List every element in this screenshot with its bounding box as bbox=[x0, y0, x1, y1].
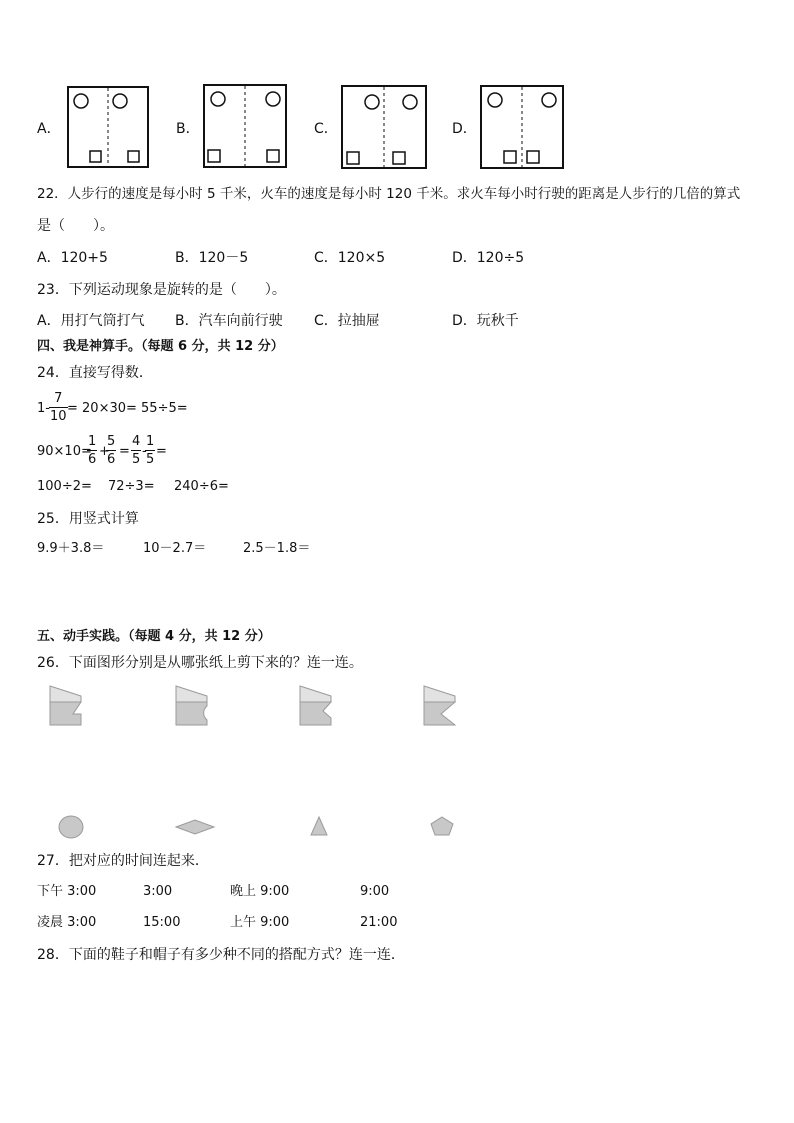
fraction-numerator: 4 bbox=[132, 434, 141, 449]
q24-equals-2: = bbox=[156, 444, 167, 459]
fraction-numerator: 1 bbox=[88, 434, 97, 449]
q24-row2-prefix: 90×10= bbox=[37, 444, 92, 459]
q26-title: 26．下面图形分别是从哪张纸上剪下来的？连一连。 bbox=[37, 655, 363, 671]
q27-row1-item-2: 3:00 bbox=[143, 884, 173, 899]
fraction-denominator: 5 bbox=[146, 452, 155, 467]
folded-paper-4 bbox=[423, 684, 457, 726]
q23-option-b[interactable]: B．汽车向前行驶 bbox=[175, 313, 283, 329]
q27-row2-item-3: 上午 9:00 bbox=[230, 915, 290, 930]
fraction-numerator: 5 bbox=[107, 434, 116, 449]
q24-fraction-1-5 bbox=[145, 435, 155, 466]
q25-title: 25．用竖式计算 bbox=[37, 511, 139, 527]
fraction-denominator: 5 bbox=[132, 452, 141, 467]
fraction-denominator: 6 bbox=[107, 452, 116, 467]
folded-paper-3 bbox=[299, 684, 333, 726]
triangle-shape bbox=[310, 816, 328, 836]
q22-option-d[interactable]: D．120÷5 bbox=[452, 250, 525, 266]
q21-figure-c bbox=[341, 85, 427, 169]
q25-item-2: 10－2.7＝ bbox=[143, 541, 207, 556]
q27-row1-item-1: 下午 3:00 bbox=[37, 884, 97, 899]
q21-option-c-label[interactable]: C． bbox=[314, 121, 338, 137]
circle-shape bbox=[58, 815, 84, 839]
pentagon-shape bbox=[430, 816, 454, 836]
q24-plus-sign: + bbox=[99, 444, 110, 459]
q23-option-d[interactable]: D．玩秋千 bbox=[452, 313, 519, 329]
fraction-denominator: 10 bbox=[50, 409, 67, 424]
q23-option-a[interactable]: A．用打气筒打气 bbox=[37, 313, 145, 329]
folded-paper-1 bbox=[49, 684, 83, 726]
q24-title: 24．直接写得数． bbox=[37, 365, 153, 381]
q21-option-a-label[interactable]: A． bbox=[37, 121, 61, 137]
folded-paper-2 bbox=[175, 684, 209, 726]
q24-fraction-7-10 bbox=[49, 392, 68, 423]
q22-option-b[interactable]: B．120－5 bbox=[175, 250, 249, 266]
q24-fraction-1-6 bbox=[87, 435, 97, 466]
q21-option-b-label[interactable]: B． bbox=[176, 121, 200, 137]
q27-row2-item-2: 15:00 bbox=[143, 915, 181, 930]
q24-row1-prefix: 1- bbox=[37, 401, 50, 416]
fraction-numerator: 1 bbox=[146, 434, 155, 449]
q27-title: 27．把对应的时间连起来． bbox=[37, 853, 209, 869]
q21-option-d-label[interactable]: D． bbox=[452, 121, 477, 137]
q23-option-c[interactable]: C．拉抽屉 bbox=[314, 313, 380, 329]
fraction-numerator: 7 bbox=[49, 392, 68, 408]
q25-item-1: 9.9＋3.8＝ bbox=[37, 541, 105, 556]
q24-row3-item-1: 100÷2= bbox=[37, 479, 92, 494]
q24-minus-sign: - bbox=[142, 444, 147, 459]
q27-row1-item-4: 9:00 bbox=[360, 884, 390, 899]
q27-row1-item-3: 晚上 9:00 bbox=[230, 884, 290, 899]
q21-figure-d bbox=[480, 85, 564, 169]
q22-question-line2: 是（ ）。 bbox=[37, 218, 114, 234]
q21-figure-b bbox=[203, 84, 287, 168]
q22-question-line1: 22．人步行的速度是每小时 5 千米，火车的速度是每小时 120 千米。求火车每小时行驶的距离是人步行的几倍的算式 bbox=[37, 186, 741, 202]
section5-title: 五、动手实践。（每题 4 分，共 12 分） bbox=[37, 629, 271, 644]
q23-question: 23．下列运动现象是旋转的是（ ）。 bbox=[37, 282, 286, 298]
q24-fraction-4-5 bbox=[131, 435, 141, 466]
q25-item-3: 2.5－1.8＝ bbox=[243, 541, 311, 556]
q24-row3-item-2: 72÷3= bbox=[108, 479, 155, 494]
q24-row3-item-3: 240÷6= bbox=[174, 479, 229, 494]
rhombus-shape bbox=[175, 819, 215, 835]
q27-row2-item-4: 21:00 bbox=[360, 915, 398, 930]
q21-figure-a bbox=[67, 86, 149, 168]
q24-row1-rest: = 20×30= 55÷5= bbox=[67, 401, 188, 416]
q22-option-c[interactable]: C．120×5 bbox=[314, 250, 386, 266]
q27-row2-item-1: 凌晨 3:00 bbox=[37, 915, 97, 930]
q24-fraction-5-6 bbox=[106, 435, 116, 466]
section4-title: 四、我是神算手。（每题 6 分，共 12 分） bbox=[37, 339, 284, 354]
q24-equals-1: = bbox=[119, 444, 130, 459]
q28-title: 28．下面的鞋子和帽子有多少种不同的搭配方式？连一连． bbox=[37, 947, 405, 963]
fraction-denominator: 6 bbox=[88, 452, 97, 467]
q22-option-a[interactable]: A．120+5 bbox=[37, 250, 108, 266]
